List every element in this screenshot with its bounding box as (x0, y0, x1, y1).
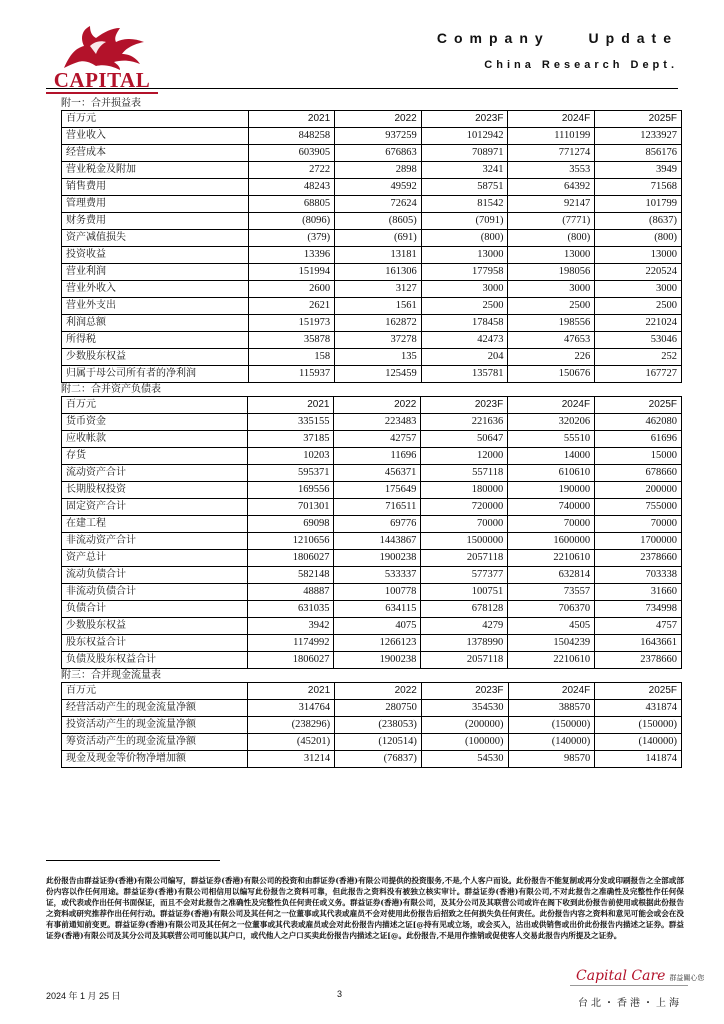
cell-value: 1643661 (595, 635, 682, 652)
table-row (62, 499, 682, 516)
cell-value: 54530 (421, 751, 508, 768)
cell-value: 37185 (247, 431, 334, 448)
table-row (62, 128, 682, 145)
cell-value: 47653 (508, 332, 595, 349)
cell-value: 280750 (335, 700, 422, 717)
cell-value: 12000 (421, 448, 508, 465)
cell-value: 11696 (334, 448, 421, 465)
cell-value: 2722 (248, 162, 335, 179)
row-label: 归属于母公司所有者的净利润 (62, 366, 249, 383)
row-label: 经营活动产生的现金流量净额 (62, 700, 248, 717)
cell-value: 226 (508, 349, 595, 366)
table-row (62, 298, 682, 315)
cell-value: 2210610 (508, 652, 595, 669)
cell-value: 177958 (421, 264, 508, 281)
cell-value: 92147 (508, 196, 595, 213)
cell-value: 175649 (334, 482, 421, 499)
cell-value: 48887 (247, 584, 334, 601)
table-row (62, 584, 682, 601)
cell-value: 456371 (334, 465, 421, 482)
section-title: 附三：合并现金流量表 (61, 670, 161, 681)
table-row (62, 734, 682, 751)
cell-value: (7091) (421, 213, 508, 230)
cell-value: 61696 (595, 431, 682, 448)
footnote-rule (46, 860, 220, 861)
report-header (437, 30, 678, 71)
year-header: 2025F (595, 397, 682, 414)
cell-value: 771274 (508, 145, 595, 162)
cell-value: (100000) (421, 734, 508, 751)
cell-value: 48243 (248, 179, 335, 196)
cell-value: 4279 (421, 618, 508, 635)
table-header-row (62, 111, 682, 128)
cell-value: (800) (421, 230, 508, 247)
cell-value: 13181 (335, 247, 422, 264)
cell-value: 1233927 (595, 128, 682, 145)
cell-value: 64392 (508, 179, 595, 196)
cell-value: 100751 (421, 584, 508, 601)
year-header: 2022 (335, 111, 422, 128)
table-row (62, 652, 682, 669)
cell-value: 69776 (334, 516, 421, 533)
cell-value: 220524 (595, 264, 682, 281)
cell-value: 462080 (595, 414, 682, 431)
cell-value: 4075 (334, 618, 421, 635)
eagle-icon (60, 24, 146, 70)
cell-value: 135781 (421, 366, 508, 383)
cell-value: (150000) (508, 717, 595, 734)
cell-value: 50647 (421, 431, 508, 448)
cell-value: (45201) (248, 734, 335, 751)
cell-value: (8637) (595, 213, 682, 230)
cell-value: 31660 (595, 584, 682, 601)
cell-value: 141874 (595, 751, 682, 768)
cell-value: 3127 (335, 281, 422, 298)
cell-value: 58751 (421, 179, 508, 196)
cell-value: (200000) (421, 717, 508, 734)
table-row (62, 247, 682, 264)
table-row (62, 516, 682, 533)
table-row (62, 431, 682, 448)
cell-value: 1174992 (247, 635, 334, 652)
cell-value: 354530 (421, 700, 508, 717)
row-label: 长期股权投资 (62, 482, 248, 499)
footer-date: 2024 年 1 月 25 日 (46, 991, 121, 1001)
cell-value: 1504239 (508, 635, 595, 652)
cell-value: 632814 (508, 567, 595, 584)
section-title: 附一：合并损益表 (61, 98, 141, 109)
page-number: 3 (337, 989, 343, 999)
disclaimer-text: 此份报告由群益证券(香港)有限公司编写，群益证券(香港)有限公司的投资和由群证券(香港)有限公司提供的投资服务,不是,个人客户而设。此份报告不能复制或再分发或印刷报告之全部或部份内容以作任何用途。群益证券(香港)有限公司相信用以编写此份报告之资料可靠，但此报告之资料没有被独立核实审计。群益证券(香港)有限公司,不对此报告之准确性及完整性作任何保证，或代表或作出任何书面保证，而且不会对此报告之准确性及完整性负任何责任或义务。群益证券(香港)有限公司，及其分公司及其联营公司或许在阁下收到此份报告前使用或根据此份报告之资料或研究推荐作出任何行动。群益证券(香港)有限公司及其任何之一位董事或其代表或雇员不会对使用此份报告后招致之任何损失负任何责任。此份报告内容之资料和意见可能会或会在没有事前通知前变更。群益证券(香港)有限公司及其任何之一位董事或其代表或雇员或会对此份报告内描述之证[@持有见或立场，或会买入，沽出或供销售或出价此份报告内描述之证券。群益证券(香港)有限公司及其分公司及其联营公司可能以其户口，或代他人之户口买卖此份报告内描述之证[@。此份报告,不是用作推销或促使客人交易此报告内所提及之证券。 (46, 876, 684, 940)
cell-value: 431874 (595, 700, 682, 717)
cell-value: 178458 (421, 315, 508, 332)
cell-value: (238296) (248, 717, 335, 734)
table-header-row (62, 683, 682, 700)
cell-value: 3942 (247, 618, 334, 635)
year-header: 2021 (248, 683, 335, 700)
cell-value: 856176 (595, 145, 682, 162)
table-row (62, 179, 682, 196)
table-row (62, 196, 682, 213)
cell-value: 3000 (508, 281, 595, 298)
cell-value: 37278 (335, 332, 422, 349)
cell-value: 708971 (421, 145, 508, 162)
row-label: 所得税 (62, 332, 249, 349)
cell-value: 3553 (508, 162, 595, 179)
cell-value: 169556 (247, 482, 334, 499)
department-subtitle: China Research Dept. (484, 59, 678, 71)
cell-value: 158 (248, 349, 335, 366)
financial-appendix (61, 97, 682, 768)
cell-value: 13000 (508, 247, 595, 264)
table-row (62, 349, 682, 366)
unit-label: 百万元 (62, 397, 248, 414)
capital-logo (46, 24, 158, 90)
cell-value: 15000 (595, 448, 682, 465)
cell-value: 1012942 (421, 128, 508, 145)
row-label: 非流动负债合计 (62, 584, 248, 601)
cell-value: 678128 (421, 601, 508, 618)
year-header: 2023F (421, 397, 508, 414)
cell-value: 14000 (508, 448, 595, 465)
cell-value: 2378660 (595, 550, 682, 567)
cell-value: 151994 (248, 264, 335, 281)
cell-value: 180000 (421, 482, 508, 499)
table-row (62, 448, 682, 465)
cell-value: 69098 (247, 516, 334, 533)
cell-value: 31214 (248, 751, 335, 768)
year-header: 2022 (335, 683, 422, 700)
cell-value: 190000 (508, 482, 595, 499)
cell-value: 1600000 (508, 533, 595, 550)
cell-value: 1210656 (247, 533, 334, 550)
cell-value: 71568 (595, 179, 682, 196)
cell-value: 388570 (508, 700, 595, 717)
section-title: 附二：合并资产负债表 (61, 384, 161, 395)
row-label: 筹资活动产生的现金流量净额 (62, 734, 248, 751)
cell-value: 35878 (248, 332, 335, 349)
row-label: 非流动资产合计 (62, 533, 248, 550)
cell-value: 2500 (508, 298, 595, 315)
table-row (62, 601, 682, 618)
cell-value: 937259 (335, 128, 422, 145)
cell-value: 42473 (421, 332, 508, 349)
table-row (62, 751, 682, 768)
cell-value: 1500000 (421, 533, 508, 550)
cell-value: 582148 (247, 567, 334, 584)
cell-value: 2057118 (421, 652, 508, 669)
cell-value: (140000) (508, 734, 595, 751)
cell-value: 49592 (335, 179, 422, 196)
row-label: 投资收益 (62, 247, 249, 264)
table-row (62, 414, 682, 431)
cell-value: 125459 (335, 366, 422, 383)
row-label: 营业收入 (62, 128, 249, 145)
financial-table (61, 396, 682, 669)
cell-value: 2600 (248, 281, 335, 298)
row-label: 销售费用 (62, 179, 249, 196)
cell-value: 1806027 (247, 652, 334, 669)
year-header: 2021 (248, 111, 335, 128)
cell-value: 335155 (247, 414, 334, 431)
financial-table (61, 110, 682, 383)
cell-value: 3949 (595, 162, 682, 179)
cell-value: 42757 (334, 431, 421, 448)
cell-value: 320206 (508, 414, 595, 431)
footer-brand-rule (570, 985, 688, 986)
year-header: 2024F (508, 683, 595, 700)
cell-value: 2621 (248, 298, 335, 315)
report-type-title: Company Update (436, 30, 678, 46)
cell-value: 167727 (595, 366, 682, 383)
cell-value: 1110199 (508, 128, 595, 145)
cell-value: 252 (595, 349, 682, 366)
row-label: 少数股东权益 (62, 618, 248, 635)
cell-value: 1700000 (595, 533, 682, 550)
cell-value: 3000 (421, 281, 508, 298)
cell-value: (8096) (248, 213, 335, 230)
cell-value: 53046 (595, 332, 682, 349)
year-header: 2024F (508, 397, 595, 414)
cell-value: (76837) (335, 751, 422, 768)
cell-value: 200000 (595, 482, 682, 499)
cell-value: 135 (335, 349, 422, 366)
cell-value: (150000) (595, 717, 682, 734)
row-label: 财务费用 (62, 213, 249, 230)
unit-label: 百万元 (62, 683, 248, 700)
cell-value: 706370 (508, 601, 595, 618)
cell-value: 720000 (421, 499, 508, 516)
cell-value: (379) (248, 230, 335, 247)
capital-care-brand: Capital Care (576, 968, 666, 984)
cell-value: 1900238 (334, 652, 421, 669)
cell-value: 2057118 (421, 550, 508, 567)
cell-value: 10203 (247, 448, 334, 465)
table-row (62, 618, 682, 635)
table-header-row (62, 397, 682, 414)
cell-value: 4757 (595, 618, 682, 635)
cell-value: 734998 (595, 601, 682, 618)
cell-value: 2500 (421, 298, 508, 315)
cell-value: 221024 (595, 315, 682, 332)
row-label: 利润总额 (62, 315, 249, 332)
cell-value: 2210610 (508, 550, 595, 567)
cell-value: 98570 (508, 751, 595, 768)
cell-value: 610610 (508, 465, 595, 482)
cell-value: 577377 (421, 567, 508, 584)
table-row (62, 213, 682, 230)
year-header: 2024F (508, 111, 595, 128)
year-header: 2023F (421, 111, 508, 128)
table-row (62, 332, 682, 349)
cell-value: 115937 (248, 366, 335, 383)
table-row (62, 550, 682, 567)
row-label: 负债合计 (62, 601, 248, 618)
table-row (62, 700, 682, 717)
cell-value: 204 (421, 349, 508, 366)
cell-value: 68805 (248, 196, 335, 213)
cell-value: 1561 (335, 298, 422, 315)
table-row (62, 315, 682, 332)
cell-value: 4505 (508, 618, 595, 635)
cell-value: 595371 (247, 465, 334, 482)
row-label: 负债及股东权益合计 (62, 652, 248, 669)
cell-value: 3241 (421, 162, 508, 179)
cell-value: 3000 (595, 281, 682, 298)
row-label: 资产总计 (62, 550, 248, 567)
cell-value: 314764 (248, 700, 335, 717)
cell-value: (7771) (508, 213, 595, 230)
cell-value: 740000 (508, 499, 595, 516)
table-row (62, 567, 682, 584)
row-label: 管理费用 (62, 196, 249, 213)
cell-value: 631035 (247, 601, 334, 618)
table-row (62, 717, 682, 734)
cell-value: 703338 (595, 567, 682, 584)
cell-value: 557118 (421, 465, 508, 482)
table-row (62, 465, 682, 482)
cell-value: 755000 (595, 499, 682, 516)
row-label: 货币资金 (62, 414, 248, 431)
cell-value: 603905 (248, 145, 335, 162)
capital-care-cn: 群益關心您 (669, 974, 705, 982)
year-header: 2025F (595, 111, 682, 128)
row-label: 营业外收入 (62, 281, 249, 298)
cell-value: 676863 (335, 145, 422, 162)
cell-value: 1443867 (334, 533, 421, 550)
cell-value: (140000) (595, 734, 682, 751)
cell-value: 701301 (247, 499, 334, 516)
row-label: 资产减值损失 (62, 230, 249, 247)
cell-value: (238053) (335, 717, 422, 734)
cell-value: 2378660 (595, 652, 682, 669)
cell-value: 634115 (334, 601, 421, 618)
year-header: 2021 (247, 397, 334, 414)
table-row (62, 635, 682, 652)
cell-value: 848258 (248, 128, 335, 145)
cell-value: 13000 (421, 247, 508, 264)
row-label: 固定资产合计 (62, 499, 248, 516)
cell-value: 72624 (335, 196, 422, 213)
logo-underline (46, 92, 158, 94)
table-row (62, 264, 682, 281)
capital-care-logo (576, 968, 704, 984)
cell-value: 1806027 (247, 550, 334, 567)
year-header: 2022 (334, 397, 421, 414)
table-row (62, 533, 682, 550)
cell-value: 162872 (335, 315, 422, 332)
cell-value: 13000 (595, 247, 682, 264)
cell-value: 1900238 (334, 550, 421, 567)
cell-value: 100778 (334, 584, 421, 601)
cell-value: (800) (595, 230, 682, 247)
cell-value: 678660 (595, 465, 682, 482)
financial-table (61, 682, 682, 768)
cell-value: (800) (508, 230, 595, 247)
row-label: 在建工程 (62, 516, 248, 533)
cell-value: (691) (335, 230, 422, 247)
logo-text: CAPITAL (53, 68, 151, 92)
table-row (62, 482, 682, 499)
cell-value: 221636 (421, 414, 508, 431)
year-header: 2025F (595, 683, 682, 700)
row-label: 营业利润 (62, 264, 249, 281)
table-row (62, 145, 682, 162)
row-label: 少数股东权益 (62, 349, 249, 366)
unit-label: 百万元 (62, 111, 249, 128)
header-rule (46, 88, 678, 89)
cell-value: 533337 (334, 567, 421, 584)
cell-value: 1378990 (421, 635, 508, 652)
table-row (62, 230, 682, 247)
row-label: 流动资产合计 (62, 465, 248, 482)
cell-value: 13396 (248, 247, 335, 264)
row-label: 投资活动产生的现金流量净额 (62, 717, 248, 734)
cell-value: 161306 (335, 264, 422, 281)
cell-value: 223483 (334, 414, 421, 431)
cell-value: 70000 (508, 516, 595, 533)
cell-value: 198056 (508, 264, 595, 281)
row-label: 存货 (62, 448, 248, 465)
row-label: 应收帐款 (62, 431, 248, 448)
cell-value: 150676 (508, 366, 595, 383)
row-label: 流动负债合计 (62, 567, 248, 584)
row-label: 现金及现金等价物净增加额 (62, 751, 248, 768)
row-label: 营业外支出 (62, 298, 249, 315)
cell-value: 2500 (595, 298, 682, 315)
cell-value: 70000 (421, 516, 508, 533)
table-row (62, 162, 682, 179)
footer-cities: 台北・香港・上海 (578, 998, 682, 1009)
cell-value: (8605) (335, 213, 422, 230)
cell-value: 151973 (248, 315, 335, 332)
table-row (62, 281, 682, 298)
cell-value: 55510 (508, 431, 595, 448)
year-header: 2023F (421, 683, 508, 700)
cell-value: (120514) (335, 734, 422, 751)
row-label: 营业税金及附加 (62, 162, 249, 179)
row-label: 股东权益合计 (62, 635, 248, 652)
cell-value: 73557 (508, 584, 595, 601)
cell-value: 81542 (421, 196, 508, 213)
cell-value: 2898 (335, 162, 422, 179)
cell-value: 198556 (508, 315, 595, 332)
table-row (62, 366, 682, 383)
row-label: 经营成本 (62, 145, 249, 162)
cell-value: 70000 (595, 516, 682, 533)
cell-value: 101799 (595, 196, 682, 213)
cell-value: 1266123 (334, 635, 421, 652)
cell-value: 716511 (334, 499, 421, 516)
